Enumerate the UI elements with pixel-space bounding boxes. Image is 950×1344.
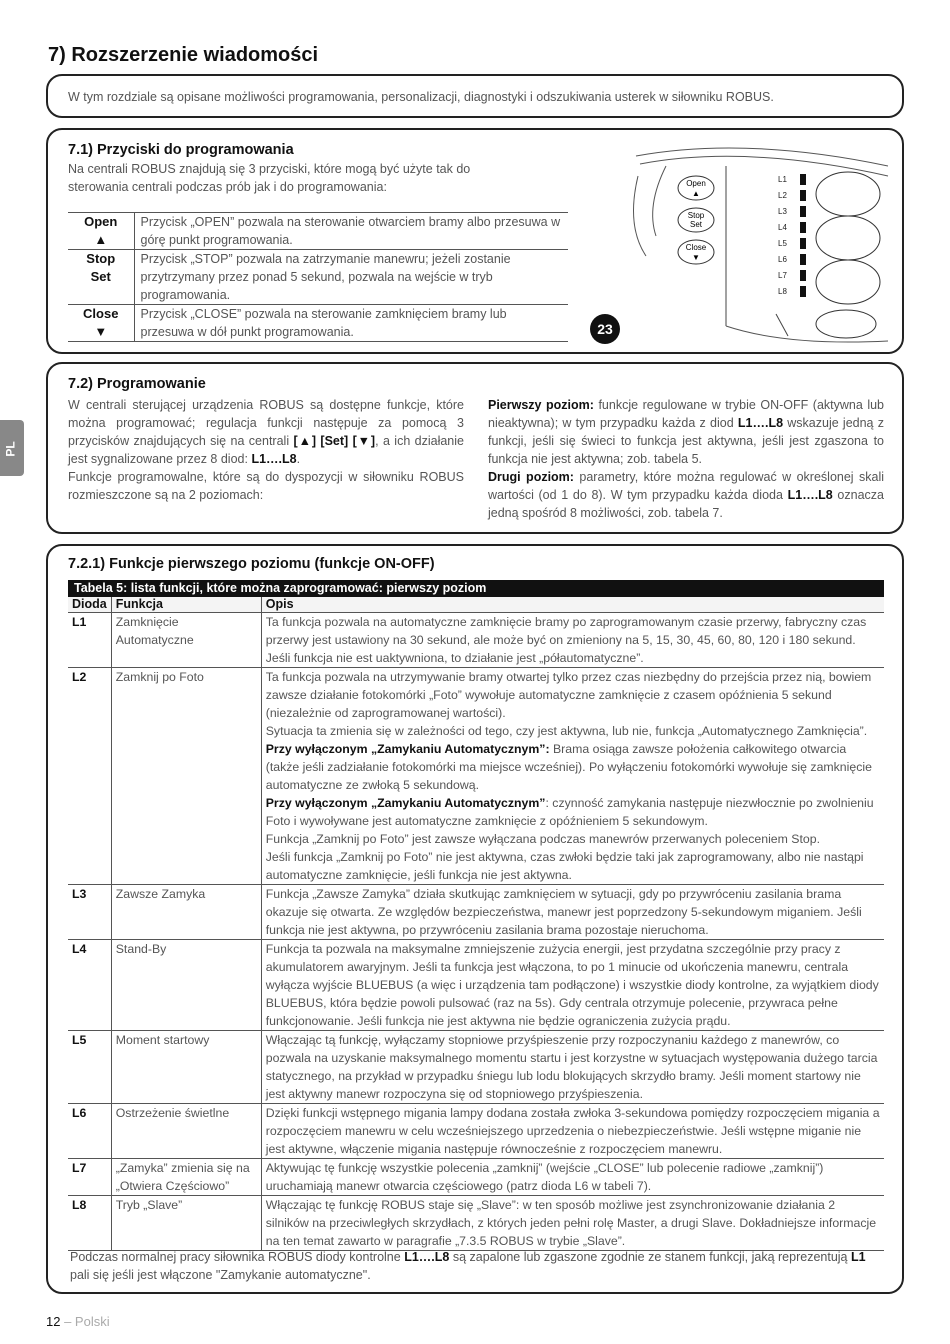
page-number: 12 [46, 1314, 61, 1329]
description-paragraph [266, 794, 880, 830]
description-cell: Włączając tę funkcję ROBUS staje się „Slave”: w ten sposób możliwe jest zsynchronizowanie działania 2 silników na przeciwległych skrzydłach, z których jeden pełni rolę Master, a drugi Slave. Dokładniejsze informacje na ten temat zawarto w paragrafie „7.3.5 ROBUS w trybie „Slave”. [261, 1196, 884, 1251]
fig-led-label: L2 [778, 191, 787, 200]
header-dioda: Dioda [68, 597, 111, 613]
table-row [68, 305, 568, 342]
table-row [68, 250, 568, 305]
text-span: Brama osiąga zawsze położenia całkowitego otwarcia (także jeśli zadziałanie fotokomórki ma miejsce wcześniej). Po wyłączeniu fotokomórki wywołuje się zamknięcie automatyczne ze zwłoką 5 sekundową. [265, 742, 872, 792]
buttons-reference: [▲] [Set] [▼] [293, 434, 376, 448]
button-key: Open [84, 214, 118, 229]
text-span: parametry, które można regulować w określonej skali wartości (od 1 do 8). W tym przypadku każda dioda [488, 470, 885, 502]
fig-led-label: L5 [778, 239, 787, 248]
function-cell: „Zamyka” zmienia się na „Otwiera Częściowo” [111, 1159, 261, 1196]
fig-open-label: Open [686, 179, 706, 188]
text-span: . [296, 452, 301, 466]
function-cell: Stand-By [111, 940, 261, 1031]
section-7-2 [46, 362, 904, 534]
table-row [68, 1104, 884, 1159]
leds-reference: L1….L8 [737, 416, 784, 430]
function-cell: Zamknij po Foto [111, 668, 261, 885]
button-desc: Przycisk „STOP” pozwala na zatrzymanie manewru; jeżeli zostanie przytrzymany przez ponad 5 sekund, pozwala na wejście w tryb programowania. [134, 250, 568, 305]
fig-stop-label: Stop [687, 211, 705, 220]
led-cell: L2 [68, 668, 111, 885]
fig-led-label: L1 [778, 175, 787, 184]
table-footnote [70, 1248, 886, 1284]
led-cell: L7 [68, 1159, 111, 1196]
description-cell [261, 668, 884, 885]
function-cell: Zawsze Zamyka [111, 885, 261, 940]
led-cell: L3 [68, 885, 111, 940]
text-span: wskazuje jedną z funkcji, jeśli się świeci to funkcja jest aktywna, jeśli jest zgaszona to funkcja nie jest aktywna; zob. tabela 5. [488, 416, 884, 466]
button-key: Close [83, 306, 119, 321]
page-language: – Polski [64, 1314, 110, 1329]
fig-close-label: Close [685, 243, 707, 252]
function-cell: Moment startowy [111, 1031, 261, 1104]
description-paragraph: Sytuacja ta zmienia się w zależności od tego, czy jest aktywna, lub nie, funkcja „Automatycznego Zamknięcia”. [265, 724, 868, 738]
fig-down-symbol: ▼ [692, 253, 700, 262]
text-span: W centrali sterującej urządzenia ROBUS są dostępne funkcje, które można programować; regulacja funkcji następuje za pomocą 3 przycisków znajdujących się na centrali [68, 398, 464, 448]
header-opis: Opis [261, 597, 884, 613]
table-row [68, 1159, 884, 1196]
section-7-2-left-column [68, 396, 464, 504]
led-cell: L8 [68, 1196, 111, 1251]
section-7-2-right-column [488, 396, 884, 522]
section-7-1-text: Na centrali ROBUS znajdują się 3 przyciski, które mogą być użyte tak do sterowania centrali podczas prób jak i do programowania: [68, 162, 471, 194]
button-key: Stop [86, 251, 116, 266]
table-row [68, 668, 884, 885]
leds-reference: L1….L8 [251, 452, 297, 466]
table-row [68, 885, 884, 940]
section-7-1-title: 7.1) Przyciski do programowania [68, 142, 294, 158]
bold-lead: Przy wyłączonym „Zamykaniu Automatycznym” [265, 796, 546, 810]
button-desc: Przycisk „CLOSE” pozwala na sterowanie zamknięciem bramy lub przesuwa w dół punkt programowania. [134, 305, 568, 342]
fig-led-label: L7 [778, 271, 787, 280]
language-side-tab [0, 420, 24, 476]
led-reference: L1 [850, 1250, 866, 1264]
text-span: , a ich działanie jest sygnalizowane przez 8 diod: [68, 434, 464, 466]
description-paragraph [266, 740, 880, 794]
fig-up-symbol: ▲ [692, 189, 700, 198]
led-cell: L6 [68, 1104, 111, 1159]
text-span: : czynność zamykania następuje niezwłocznie po zwolnieniu Foto i wywoływane jest automatyczne zamknięcie z opóźnieniem 5 sekundowym. [265, 796, 874, 828]
fig-led-label: L3 [778, 207, 787, 216]
control-panel-figure [626, 136, 896, 348]
led-cell: L5 [68, 1031, 111, 1104]
header-funkcja: Funkcja [111, 597, 261, 613]
figure-number-badge: 23 [590, 314, 620, 344]
fig-set-label: Set [689, 220, 703, 229]
text-span: Podczas normalnej pracy siłownika ROBUS diody kontrolne [70, 1250, 405, 1264]
description-paragraph: Funkcja „Zamknij po Foto” jest zawsze wyłączana podczas manewrów przerwanych poleceniem Stop. [265, 832, 821, 846]
description-cell: Aktywując tę funkcję wszystkie polecenia „zamknij” (wejście „CLOSE” lub polecenie radiowe „zamknij”) uruchamiają manewr otwarcia częściowego (patrz dioda L6 w tabeli 7). [261, 1159, 884, 1196]
intro-text: W tym rozdziale są opisane możliwości programowania, personalizacji, diagnostyki i odszukiwania usterek w siłowniku ROBUS. [68, 90, 774, 104]
page-footer [46, 1314, 110, 1329]
function-cell: Ostrzeżenie świetlne [111, 1104, 261, 1159]
description-cell: Włączając tą funkcję, wyłączamy stopniowe przyśpieszenie przy rozpoczynaniu każdego z manewrów, co pozwala na uzyskanie maksymalnego momentu startu i jest korzystne w sytuacjach występowania dużego tarcia statycznego, na przykład w przypadku śniegu lub lodu blokujących skrzydło bramy. Jeśli moment startowy nie jest aktywny manewr rozpoczyna się od stopniowego przyśpieszenia. [261, 1031, 884, 1104]
table-row [68, 613, 884, 668]
text-span: są zapalone lub zgaszone zgodnie ze stanem funkcji, jaką reprezentują [449, 1250, 851, 1264]
functions-table [68, 597, 884, 1251]
leds-reference: L1….L8 [404, 1250, 450, 1264]
text-span: Funkcje programowalne, które są do dyspozycji w siłowniku ROBUS rozmieszczone są na 2 poziomach: [68, 470, 464, 502]
function-cell: Tryb „Slave” [111, 1196, 261, 1251]
section-7-2-title: 7.2) Programowanie [68, 376, 206, 392]
table-title: Tabela 5: lista funkcji, które można zaprogramować: pierwszy poziom [68, 580, 884, 597]
description-cell: Funkcja ta pozwala na maksymalne zmniejszenie zużycia energii, jest przydatna szczególnie przy pracy z akumulatorem awaryjnym. Jeśli ta funkcja jest włączona, to po 1 minucie od ukończenia manewru, centrala wyłącza wyjście BLUEBUS (a więc i urządzenia tam podłączone) i wszystkie diody kontrolne, za wyjątkiem diody BLUEBUS, która będzie powoli pulsować (raz na 5s). Gdy centrala otrzymuje polecenie, przywraca pełne funkcjonowanie. Jeśli funkcja nie jest aktywna nie będzie ograniczenia zużycia prądu. [261, 940, 884, 1031]
table-row [68, 213, 568, 250]
leds-reference: L1….L8 [787, 488, 833, 502]
description-paragraph: Jeśli funkcja „Zamknij po Foto” nie jest aktywna, czas zwłoki będzie taki jak zaprogramowany, albo nie nastąpi automatyczne zamknięcie, jeśli funkcja nie jest aktywna. [265, 850, 864, 882]
text-span: funkcje regulowane w trybie ON-OFF (aktywna lub nieaktywna); w tym przypadku każda z diod [488, 398, 884, 430]
language-tab-label: PL [3, 441, 18, 457]
led-cell: L4 [68, 940, 111, 1031]
description-paragraph: Ta funkcja pozwala na utrzymywanie bramy otwartej tylko przez czas niezbędny do przejścia przez nią, bowiem zawsze działanie fotokomórki „Foto” wywołuje automatyczne zamknięcie z czasem opóźnienia 5 sekund (niezależnie od zaprogramowanej wartości). [265, 670, 872, 720]
section-7-2-1-title: 7.2.1) Funkcje pierwszego poziomu (funkcje ON-OFF) [68, 556, 435, 572]
buttons-table [68, 212, 568, 342]
table-header-row [68, 597, 884, 613]
first-level-heading: Pierwszy poziom: [488, 398, 594, 412]
page-title: 7) Rozszerzenie wiadomości [48, 44, 319, 66]
intro-box [46, 74, 904, 118]
text-span: pali się jeśli jest włączone "Zamykanie automatyczne". [70, 1268, 371, 1282]
button-symbol: ▼ [94, 324, 108, 339]
section-7-2-1 [46, 544, 904, 1294]
fig-led-label: L4 [778, 223, 787, 232]
description-cell: Ta funkcja pozwala na automatyczne zamknięcie bramy po zaprogramowanym czasie przerwy, fabryczny czas przerwy jest ustawiony na 30 sekund, ale może być on zmieniony na 5, 15, 30, 45, 60, 80, 120 i 180 sekund. Jeśli funkcja nie est uaktywniona, to działanie jest „półautomatyczne”. [261, 613, 884, 668]
fig-led-label: L6 [778, 255, 787, 264]
led-cell: L1 [68, 613, 111, 668]
second-level-heading: Drugi poziom: [488, 470, 574, 484]
fig-led-label: L8 [778, 287, 787, 296]
description-cell: Funkcja „Zawsze Zamyka” działa skutkując zamknięciem w sytuacji, gdy po przywróceniu zasilania brama okazuje się otwarta. Ze względów bezpieczeństwa, manewr jest poprzedzony 5-sekundowym miganiem. Jeśli funkcja nie jest aktywna, po przywróceniu zasilania brama pozostaje nieruchoma. [261, 885, 884, 940]
table-row [68, 1196, 884, 1251]
button-symbol: Set [90, 269, 111, 284]
bold-lead: Przy wyłączonym „Zamykaniu Automatycznym”: [265, 742, 550, 756]
description-cell: Dzięki funkcji wstępnego migania lampy dodana została zwłoka 3-sekundowa pomiędzy rozpoczęciem migania a rozpoczęciem manewru w celu wcześniejszego uprzedzenia o niebezpieczeństwie. Jeśli wstępne miganie nie jest aktywne, włączenie migania następuje równocześnie z rozpoczęciem manewru. [261, 1104, 884, 1159]
text-span: oznacza jedną spośród 8 możliwości, zob. tabela 7. [488, 488, 884, 520]
table-row [68, 940, 884, 1031]
function-cell: Zamknięcie Automatyczne [111, 613, 261, 668]
table-row [68, 1031, 884, 1104]
button-symbol: ▲ [94, 232, 108, 247]
section-7-1 [46, 128, 904, 354]
button-desc: Przycisk „OPEN” pozwala na sterowanie otwarciem bramy albo przesuwa w górę punkt programowania. [134, 213, 568, 250]
